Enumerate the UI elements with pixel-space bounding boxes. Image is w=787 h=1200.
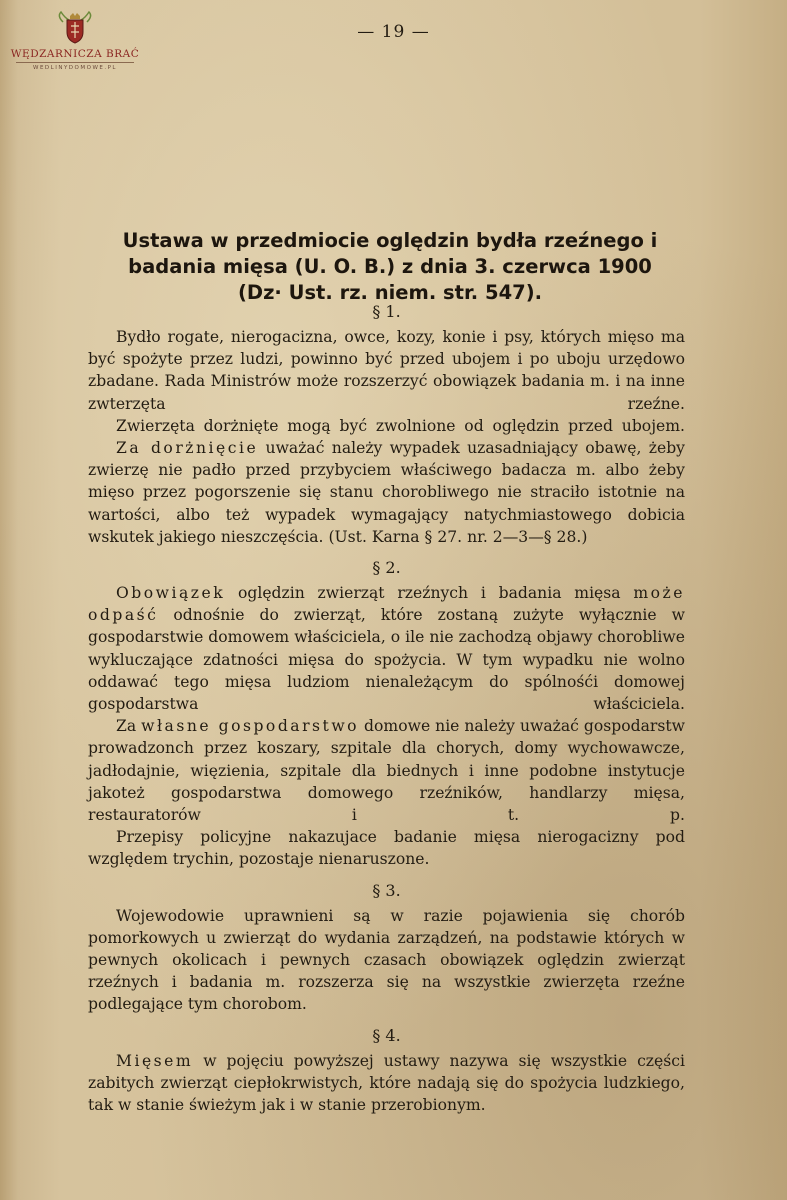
title-line-3: (Dz· Ust. rz. niem. str. 547). (237, 281, 543, 304)
section-4-paragraph-1 (88, 1050, 685, 1117)
section-2-paragraph-1 (88, 582, 685, 715)
document-body (88, 298, 685, 1116)
section-1-paragraph-1: Bydło rogate, nierogacizna, owce, kozy, konie i psy, których mięso ma być spożyte przez ludzi, powinno być przed ubojem i po uboju urzędowo zbadane. Rada Ministrów może rozszerzyć obowiązek badania m. i na inne zwterzęta rzeźne. (88, 328, 685, 413)
section-2-heading: § 2. (372, 558, 401, 578)
title-line-1: Ustawa w przedmiocie oględzin bydła rzeźnego i (122, 229, 658, 252)
section-3-heading: § 3. (372, 880, 401, 900)
section-3-paragraph-1: Wojewodowie uprawnieni są w razie pojawienia się chorób pomorkowych u zwierząt do wydania zarządzeń, na podstawie których w pewnych okolicach i pewnych czasach obowiązek oględzin zwierząt rzeźnych i badania m. rozszerza się na wszystkie zwierzęta rzeźne podlegające tym chorobom. (88, 906, 685, 1014)
spaced-term: Obowiązek (116, 584, 226, 603)
title-line-2: badania mięsa (U. O. B.) z dnia 3. czerwca 1900 (128, 255, 652, 278)
paragraph-text: domowe nie należy uważać gospodarstw prowadzonch przez koszary, szpitale dla chorych, domy wychowawcze, jadłodajnie, więzienia, szpitale dla biednych i inne podobne instytucje jakoteż gospodarstwa domowego rzeźników, handlarzy mięsa, restauratorów i t. p. (88, 717, 685, 825)
spaced-term: może odpaść (88, 584, 685, 625)
page-number: — 19 — (357, 22, 430, 42)
paragraph-text: oględzin zwierząt rzeźnych i badania mięsa (237, 584, 621, 603)
section-1-paragraph-2: Zwierzęta dorżnięte mogą być zwolnione od oględzin przed ubojem. (116, 416, 685, 435)
section-4-heading: § 4. (372, 1025, 401, 1045)
document-title (50, 228, 730, 306)
paragraph-text: w pojęciu powyższej ustawy nazywa się wszystkie części zabitych zwierząt ciepłokrwistych, które nadają się do spożycia ludzkiego, tak w stanie świeżym jak i w stanie przerobionym. (88, 1051, 685, 1115)
logo-name: WĘDZARNICZA BRAĆ (10, 48, 140, 60)
section-1-heading: § 1. (372, 302, 401, 321)
section-2-paragraph-2 (88, 715, 685, 826)
paragraph-text: Za (116, 717, 137, 736)
spaced-term: Mięsem (116, 1051, 194, 1070)
logo-url: WEDLINYDOMOWE.PL (16, 62, 134, 71)
spaced-term: Za dorżnięcie (116, 439, 259, 458)
spaced-term: własne gospodarstwo (141, 717, 360, 736)
section-2-paragraph-3: Przepisy policyjne nakazujace badanie mięsa nierogacizny pod względem trychin, pozostaje nienaruszone. (88, 828, 685, 869)
section-1-paragraph-3 (88, 437, 685, 548)
paragraph-text: odnośnie do zwierząt, które zostaną zużyte wyłącznie w gospodarstwie domowem właściciela, o ile nie zachodzą objawy chorobliwe wykluczające zdatności mięsa do spożycia. W tym wypadku nie wolno oddawać tego mięsa ludziom nienależącym do spólnośći domowej gospodarstwa właściciela. (88, 606, 685, 714)
paragraph-text: uważać należy wypadek uzasadniający obawę, żeby zwierzę nie padło przed przybyciem właściwego badacza m. albo żeby mięso przez pogorszenie się stanu chorobliwego nie straciło istotnie na wartości, albo też wypadek wymagający natychmiastowego dobicia wskutek jakiego nieszczęścia. (Ust. Karna § 27. nr. 2—3—§ 28.) (88, 439, 685, 546)
